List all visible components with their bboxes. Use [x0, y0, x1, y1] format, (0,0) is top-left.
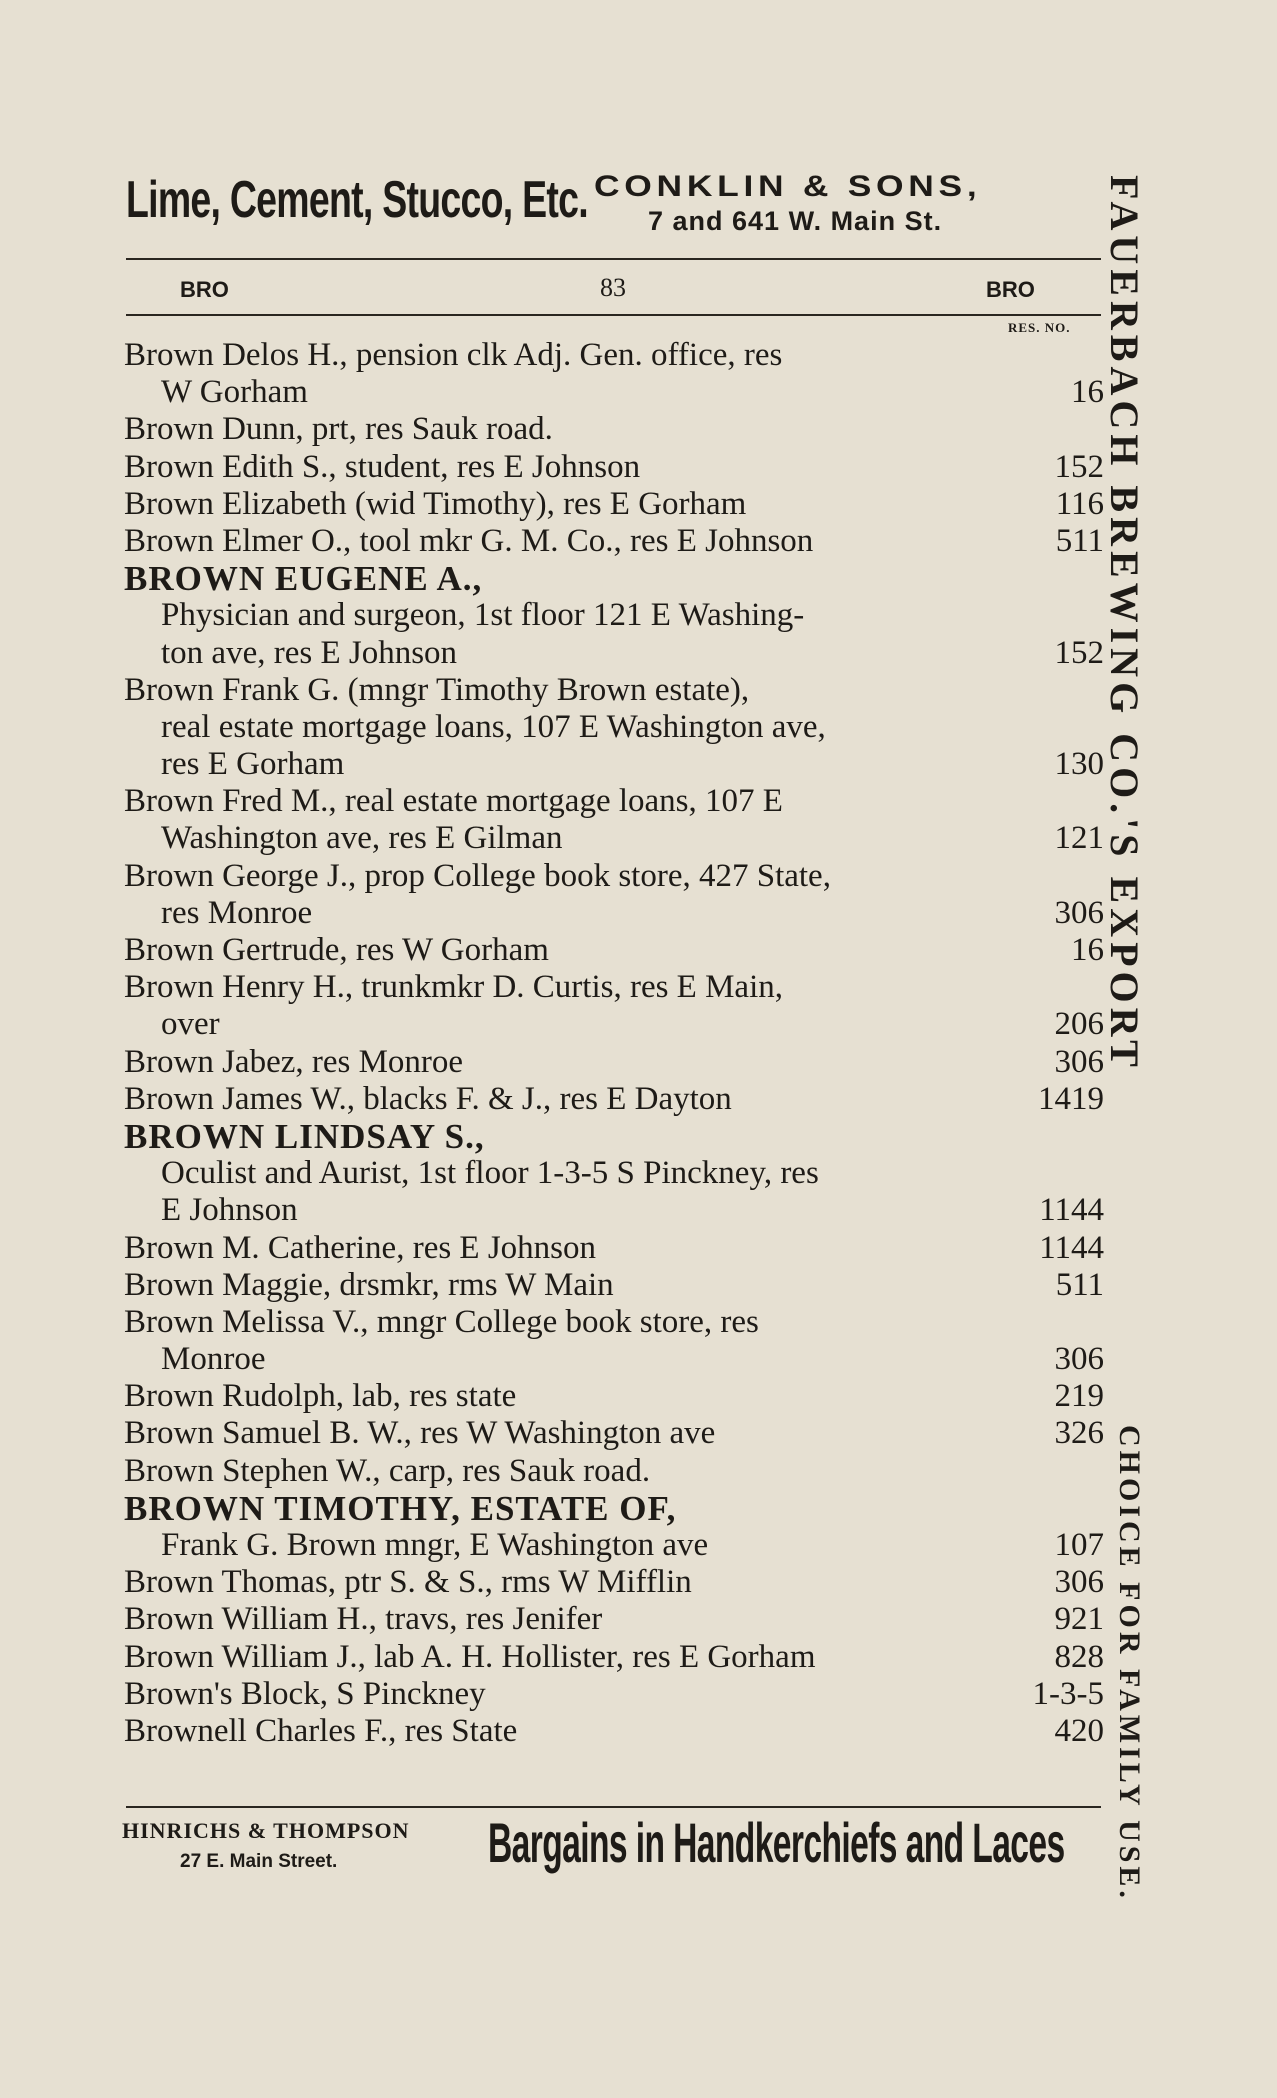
entry-text: Physician and surgeon, 1st floor 121 E Washing-: [161, 597, 805, 634]
directory-entry: [124, 1564, 1104, 1601]
ad-bottom-firm: HINRICHS & THOMPSON: [122, 1818, 410, 1843]
entry-text: Oculist and Aurist, 1st floor 1-3-5 S Pinckney, res: [161, 1155, 819, 1192]
residence-number: 1144: [1039, 1192, 1104, 1229]
directory-entry: [124, 783, 1104, 820]
entry-continuation: [124, 1192, 1104, 1229]
entry-text: BROWN TIMOTHY, ESTATE OF,: [124, 1488, 677, 1528]
directory-entry: [124, 1081, 1104, 1118]
running-head-right: BRO: [986, 277, 1035, 302]
entry-text: Brown Rudolph, lab, res state: [124, 1378, 517, 1415]
directory-entry: [124, 969, 1104, 1006]
entry-text: Brown Jabez, res Monroe: [124, 1043, 464, 1080]
entry-text: BROWN EUGENE A.,: [124, 559, 483, 599]
directory-entry: [124, 1601, 1104, 1638]
residence-number: 921: [1054, 1601, 1104, 1638]
entry-text: Brown Samuel B. W., res W Washington ave: [124, 1415, 716, 1452]
residence-number: 306: [1054, 1341, 1104, 1378]
entry-text: Brown's Block, S Pinckney: [124, 1675, 486, 1712]
residence-number: 152: [1054, 634, 1104, 671]
directory-entry: [124, 1230, 1104, 1267]
directory-entry: [124, 1304, 1104, 1341]
residence-number: 206: [1054, 1006, 1104, 1043]
directory-entry: [124, 1713, 1104, 1750]
residence-number: 1419: [1038, 1080, 1104, 1117]
column-label: RES. NO.: [1008, 320, 1071, 335]
residence-number: 16: [1071, 374, 1104, 411]
residence-number: 326: [1054, 1415, 1104, 1452]
residence-number: 16: [1071, 932, 1104, 968]
entry-continuation: [124, 374, 1104, 411]
directory-entry: [124, 932, 1104, 969]
entry-text: BROWN LINDSAY S.,: [124, 1116, 485, 1156]
entry-text: Brown Edith S., student, res E Johnson: [124, 448, 641, 485]
residence-number: 511: [1055, 522, 1104, 559]
entry-text: Brown Maggie, drsmkr, rms W Main: [124, 1266, 614, 1303]
entry-continuation: [124, 820, 1104, 857]
residence-number: 511: [1055, 1266, 1104, 1303]
entry-text: Brown Thomas, ptr S. & S., rms W Mifflin: [124, 1564, 692, 1601]
residence-number: 107: [1054, 1527, 1104, 1563]
ad-top-products: Lime, Cement, Stucco, Etc.: [126, 171, 588, 229]
entry-text: over: [161, 1006, 220, 1043]
entry-continuation: [124, 1155, 1104, 1192]
running-head-left: BRO: [180, 277, 229, 302]
directory-entry: [124, 523, 1104, 560]
entry-text: W Gorham: [161, 374, 308, 411]
entry-text: Brown Gertrude, res W Gorham: [124, 932, 549, 968]
entry-text: ton ave, res E Johnson: [161, 634, 458, 671]
directory-entry: [124, 337, 1104, 374]
residence-number: 1144: [1039, 1229, 1104, 1266]
residence-number: 1-3-5: [1032, 1675, 1104, 1712]
entry-continuation: [124, 1527, 1104, 1564]
entry-continuation: [124, 746, 1104, 783]
directory-entry: [124, 1267, 1104, 1304]
entry-text: res Monroe: [161, 894, 313, 931]
top-rule: [126, 258, 1101, 260]
entry-text: Brown Elizabeth (wid Timothy), res E Gorham: [124, 485, 747, 522]
residence-number: 130: [1054, 746, 1104, 783]
ad-bottom-slogan: Bargains in Handkerchiefs and Laces: [488, 1811, 1065, 1874]
entry-text: Brown Melissa V., mngr College book store, res: [124, 1303, 759, 1340]
entry-text: Brown James W., blacks F. & J., res E Dayton: [124, 1080, 732, 1117]
directory-entry: [124, 1378, 1104, 1415]
entry-text: res E Gorham: [161, 746, 345, 783]
entry-text: Monroe: [161, 1341, 266, 1378]
entry-continuation: [124, 597, 1104, 634]
directory-entry: [124, 1453, 1104, 1490]
residence-number: 420: [1054, 1712, 1104, 1749]
entry-text: Brown Delos H., pension clk Adj. Gen. office, res: [124, 337, 783, 373]
ad-top-address: 7 and 641 W. Main St.: [648, 206, 943, 236]
bottom-rule: [126, 1806, 1101, 1808]
directory-entry: [124, 1044, 1104, 1081]
entry-text: Brown Stephen W., carp, res Sauk road.: [124, 1452, 651, 1489]
entry-text: Brown George J., prop College book store, 427 State,: [124, 857, 831, 894]
entry-text: Brown William H., travs, res Jenifer: [124, 1601, 603, 1638]
entry-continuation: [124, 709, 1104, 746]
residence-number: 219: [1054, 1378, 1104, 1415]
entry-heading: [124, 1118, 1104, 1155]
directory-entry: [124, 486, 1104, 523]
entry-continuation: [124, 895, 1104, 932]
entry-text: Brown Fred M., real estate mortgage loans, 107 E: [124, 783, 783, 820]
side-ad-sub: CHOICE FOR FAMILY USE.: [1113, 1425, 1146, 1902]
residence-number: 306: [1054, 1564, 1104, 1601]
entry-text: Brown William J., lab A. H. Hollister, res E Gorham: [124, 1638, 816, 1675]
directory-entry: [124, 1676, 1104, 1713]
residence-number: 828: [1054, 1638, 1104, 1675]
entry-text: Frank G. Brown mngr, E Washington ave: [161, 1527, 709, 1563]
entry-continuation: [124, 635, 1104, 672]
residence-number: 306: [1054, 1043, 1104, 1080]
entry-text: E Johnson: [161, 1192, 298, 1229]
page-number: 83: [600, 273, 626, 302]
directory-entry: [124, 672, 1104, 709]
residence-number: 306: [1054, 894, 1104, 931]
directory-entry: [124, 858, 1104, 895]
directory-entries: [124, 337, 1104, 1750]
entry-text: Brown M. Catherine, res E Johnson: [124, 1229, 597, 1266]
entry-text: real estate mortgage loans, 107 E Washington ave,: [161, 708, 826, 745]
entry-continuation: [124, 1006, 1104, 1043]
entry-text: Washington ave, res E Gilman: [161, 820, 563, 857]
entry-text: Brown Frank G. (mngr Timothy Brown estate),: [124, 671, 750, 708]
directory-entry: [124, 1639, 1104, 1676]
entry-text: Brownell Charles F., res State: [124, 1712, 518, 1749]
entry-text: Brown Dunn, prt, res Sauk road.: [124, 411, 553, 448]
residence-number: 152: [1054, 448, 1104, 485]
entry-text: Brown Elmer O., tool mkr G. M. Co., res E Johnson: [124, 522, 814, 559]
directory-entry: [124, 411, 1104, 448]
side-ad-main: FAUERBACH BREWING CO.'S EXPORT: [1102, 175, 1147, 1072]
ad-bottom-address: 27 E. Main Street.: [180, 1851, 338, 1872]
ad-top-firm: CONKLIN & SONS,: [594, 170, 982, 203]
entry-continuation: [124, 1341, 1104, 1378]
header-rule: [126, 314, 1101, 316]
residence-number: 121: [1054, 820, 1104, 857]
directory-entry: [124, 449, 1104, 486]
entry-heading: [124, 1490, 1104, 1527]
entry-heading: [124, 560, 1104, 597]
residence-number: 116: [1055, 485, 1104, 522]
directory-entry: [124, 1415, 1104, 1452]
entry-text: Brown Henry H., trunkmkr D. Curtis, res E Main,: [124, 969, 784, 1006]
